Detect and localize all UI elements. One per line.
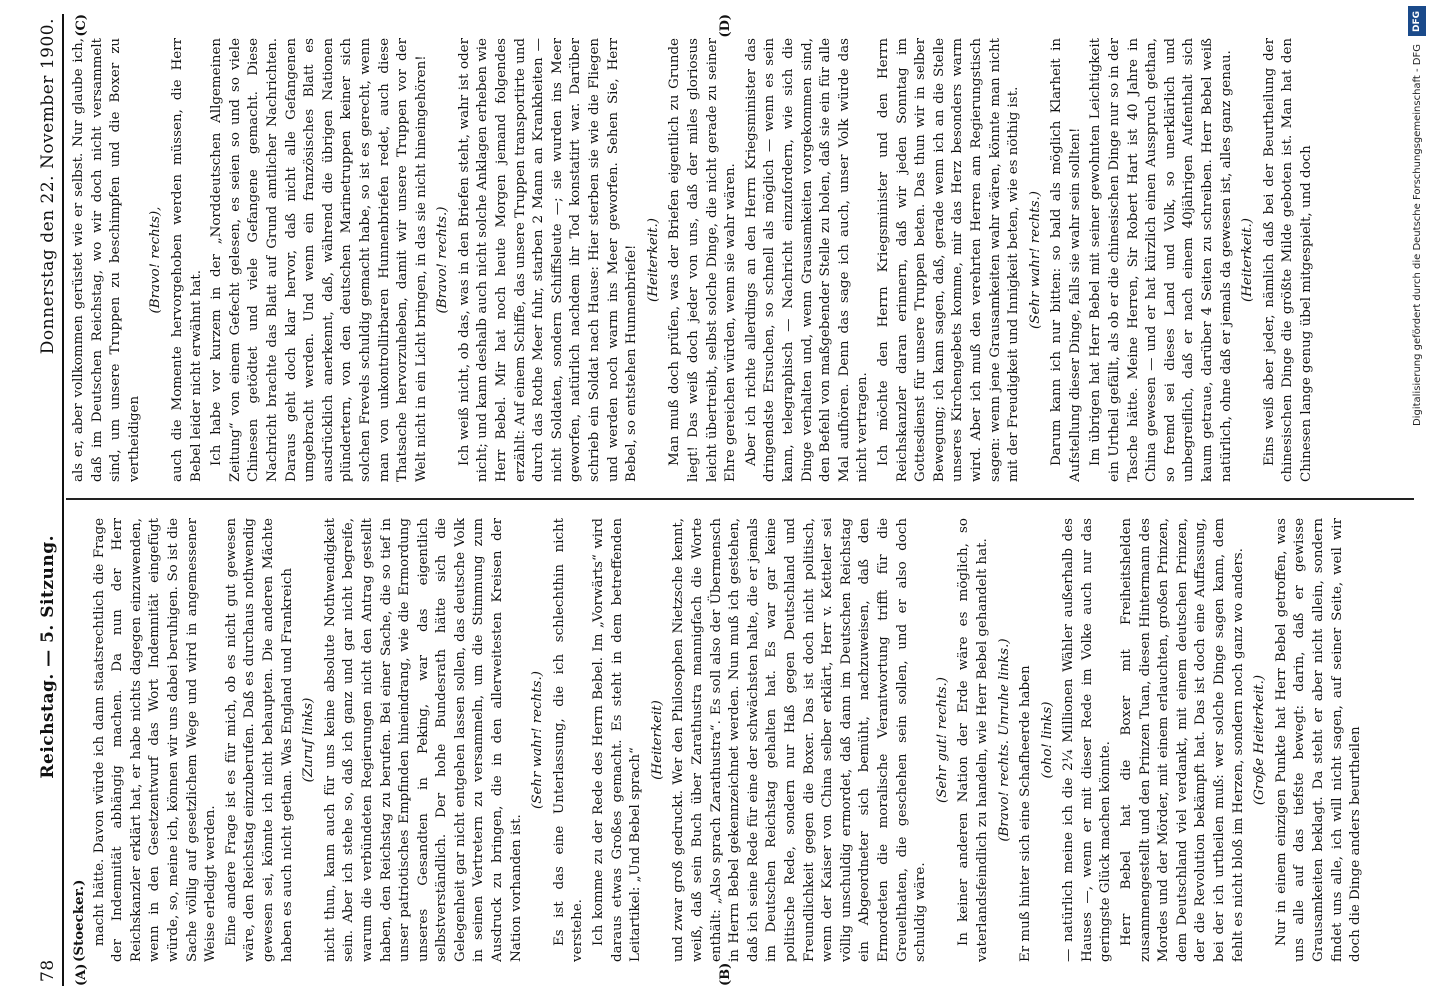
paragraph: Darum kann ich nur bitten: so bald als möglich Klarheit in Aufstellung dieser Dinge, falls sie wahr sein sollten! — [1049, 38, 1083, 482]
page-title: Reichstag. — 5. Sitzung. — [38, 534, 58, 779]
interjection: (Große Heiterkeit.) — [1252, 674, 1268, 806]
dfg-logo: DFG — [1408, 6, 1426, 36]
interjection: (Sehr wahr! rechts.) — [1027, 191, 1043, 329]
paragraph: Nur in einem einzigen Punkte hat Herr Bebel getroffen, was uns alle auf das tiefste bewegt: darin, daß er gewisse Grausamkeiten beklagt. Da steht er aber nicht allein, sondern findet uns alle, ich will nicht sagen, auf seiner Seite, weil wir doch die Dinge anders beurtheilen — [1273, 518, 1364, 962]
margin-mark-a: (A) — [74, 963, 89, 986]
page-header — [18, 14, 64, 986]
paragraph: als er, aber vollkommen gerüstet wie er selbst. Nur glaube ich, daß im Deutschen Reichstag, wo wir doch nicht versammelt sind, um unsere Truppen zu beschimpfen und die Boxer zu vertheidigen — [71, 38, 142, 482]
margin-mark-d: (D) — [718, 14, 733, 38]
paragraph: nicht thun, kann auch für uns keine absolute Nothwendigkeit sein. Aber ich stehe so, daß ich ganz und gar nicht begreife, warum die verbündeten Regierungen nicht den Antrag gestellt haben, den Reichstag zu berufen. Bei einer Sache, die so tief in unser patriotisches Empfinden hineindrang, wie die Ermordung unseres Gesandten in Peking, war das eigentlich selbstverständlich. Der hohe Bundesrath hätte sich die Gelegenheit gar nicht entgehen lassen sollen, das deutsche Volk in seinen Vertretern zu versammeln, um die Stimmung zum Ausdruck zu bringen, die in den allerweitesten Kreisen der Nation vorhanden ist. — [322, 518, 524, 962]
paragraph: Im übrigen hat Herr Bebel mit seiner gewohnten Leichtigkeit ein Urtheil gefällt, als ob er die chinesischen Dinge nur so in der Tasche hätte. Meine Herren, Sir Robert Hart ist 40 Jahre in China gewesen — und er hat kürzlich einen Ausspruch gethan, so fremd sei dieses Land und Volk, so unerklärlich und unbegreiflich, daß er nach einem 40jährigen Aufenthalt sich kaum getraue, darüber 4 Seiten zu schreiben. Herr Bebel weiß natürlich, ohne daß er jemals da gewesen ist, alles ganz genau. — [1088, 38, 1234, 482]
paragraph: macht hätte. Davon würde ich dann staatsrechtlich die Frage der Indemnität abhängig machen. Da nun der Herr Reichskanzler erklärt hat, er habe nichts dagegen einzuwenden, wenn in den Gesetzentwurf das Wort Indemnität eingefügt würde, so, meine ich, können wir uns dabei beruhigen. So ist die Sache völlig auf gesetzlichem Wege und wird in angemessener Weise erledigt werden. — [91, 518, 219, 962]
paragraph: Ich habe vor kurzem in der „Norddeutschen Allgemeinen Zeitung“ von einem Gefecht gelesen, es seien so und so viele Chinesen getödtet und viele Gefangene gemacht. Diese Nachricht brachte das Blatt auf Grund amtlicher Nachrichten. Daraus geht doch klar hervor, daß nicht alle Gefangenen umgebracht werden. Und wenn ein französisches Blatt es ausdrücklich anerkennt, daß, während die übrigen Nationen plündertern, von den deutschen Marinetruppen keiner sich solchen Frevels schuldig gemacht habe, so ist es gerecht, wenn man von unkontrollirbaren Hunnenbriefen redet, auch diese Thatsache hervorzuheben, damit wir unsere Truppen vor der Welt nicht in ein Licht bringen, in das sie nicht hineingehören! — [209, 38, 429, 482]
paragraph: Man muß doch prüfen, was der Briefen eigentlich zu Grunde liegt! Das weiß doch jeder von uns, daß der miles gloriosus leicht übertreibt, selbst solche Dinge, die nicht gerade zu seiner Ehre gereichen würden, wenn sie wahr wären. — [667, 38, 739, 482]
paragraph: — natürlich meine ich die 2¼ Millionen Wähler außerhalb des Hauses —, wenn er mit dieser Rede im Volke auch nur das geringste Glück machen könnte. — [1061, 518, 1114, 962]
interjection: (oho! links) — [1039, 701, 1055, 779]
dfg-credit-text: Digitalisierung gefördert durch die Deutsche Forschungsgemeinschaft - DFG — [1411, 44, 1423, 427]
interjection: (Zuruf links) — [301, 697, 317, 783]
paragraph: Ich möchte den Herrn Kriegsminister und den Herrn Reichskanzler daran erinnern, daß wir jeden Sonntag im Gottesdienst für unsere Truppen beten. Das thun wir in selber Bewegung; ich kann sagen, daß, gerade wenn ich an die Stelle unseres Kirchengebets komme, mir das Herz besonders warm wird. Aber ich muß den verehrten Herren am Regierungstisch sagen: wenn jene Grausamkeiten wahr wären, könnte man nicht mit der Freudigkeit und Innigkeit beten, wie es nöthig ist. — [875, 38, 1022, 482]
interjection: (Sehr gut! rechts.) — [934, 677, 950, 804]
interjection: (Bravo! rechts.) — [435, 206, 451, 314]
paragraph: Eins weiß aber jeder, nämlich daß bei der Beurtheilung der chinesischen Dinge die größte Milde geboten ist. Man hat den Chinesen lange genug übel mitgespielt, und doch — [1261, 38, 1314, 482]
interjection: (Heiterkeit.) — [1240, 218, 1256, 302]
column-divider — [66, 498, 1414, 500]
margin-mark-c: (C) — [74, 14, 89, 37]
page-number: 78 — [38, 959, 58, 982]
right-column — [70, 38, 1406, 482]
paragraph: In keiner anderen Nation der Erde wäre es möglich, so vaterlandsfeindlich zu handeln, wie Herr Bebel gehandelt hat. — [956, 518, 990, 962]
interjection: (Heiterkeit.) — [645, 218, 661, 302]
interjection: (Heiterkeit) — [649, 700, 665, 780]
speaker-name: (Stoecker.) — [71, 879, 87, 962]
paragraph: auch die Momente hervorgehoben werden müssen, die Herr Bebel leider nicht erwähnt hat. — [169, 38, 204, 482]
paragraph: Eine andere Frage ist es für mich, ob es nicht gut gewesen wäre, den Reichstag einzuberufen. Daß es durchaus nothwendig gewesen sei, könnte ich nicht behaupten. Die anderen Mächte haben es auch nicht gethan. Was England und Frankreich — [223, 518, 295, 962]
paragraph: Ich komme zu der Rede des Herrn Bebel. Im „Vorwärts“ wird daraus etwas Großes gemacht. Es steht in dem betreffenden Leitartikel: „Und Bebel sprach“ — [591, 518, 644, 962]
interjection: (Bravo! rechts. Unruhe links.) — [996, 638, 1012, 842]
left-column — [70, 518, 1406, 962]
paragraph: Herr Bebel hat die Boxer mit Freiheitshelden zusammengestellt und den Prinzen Tuan, diesen Hintermann des Mordes und der Mörder, mit einem erlauchten, großen Prinzen, dem Deutschland viel verdankt, mit einem deutschen Prinzen, der die Revolution bekämpft hat. Das ist doch eine Auffassung, bei der ich urtheilen muß: wer solche Dinge sagen kann, dem fehlt es nicht bloß im Herzen, sondern noch ganz wo anders. — [1119, 518, 1246, 962]
paragraph: Er muß hinter sich eine Schafheerde haben — [1018, 665, 1034, 962]
paragraph: und zwar groß gedruckt. Wer den Philosophen Nietzsche kennt, weiß, daß sein Buch über Zarathustra mannigfach die Worte enthält: „Also sprach Zarathustra“. Es soll also der Übermensch in Herrn Bebel gekennzeichnet werden. Nun muß ich gestehen, daß ich seine Rede für eine der schwächsten halte, die er jemals im Deutschen Reichstag gehalten hat. Es war gar keine politische Rede, sondern nur Haß gegen Deutschland und Freundlichkeit gegen die Boxer. Das ist doch nicht politisch, wenn der Kaiser von China selber erklärt, Herr v. Ketteler sei völlig unschuldig ermordet, daß dann im Deutschen Reichstag ein Abgeordneter sich bemüht, nachzuweisen, daß den Ermordeten die moralische Verantwortung trifft für die Greuelthaten, die geschehen sein sollen, und er also doch schuldig wäre. — [671, 518, 929, 962]
page-sheet — [18, 14, 1414, 986]
paragraph: Aber ich richte allerdings an den Herrn Kriegsminister das dringendste Ersuchen, so schnell als möglich — wenn es sein kann, telegraphisch — Nachricht einzufordern, wie sich die Dinge verhalten und, wenn Grausamkeiten vorgekommen sind, den Befehl von maßgebender Stelle zu holen, daß sie ein für alle Mal aufhören. Denn das sage ich auch, unser Volk würde das nicht vertragen. — [743, 38, 871, 482]
paragraph: Es ist das eine Unterlassung, die ich schlechthin nicht verstehe. — [551, 518, 586, 962]
interjection: (Bravo! rechts), — [148, 206, 164, 314]
margin-mark-b: (B) — [718, 962, 733, 986]
interjection: (Sehr wahr! rechts.) — [530, 671, 546, 809]
page-date: Donnerstag den 22. November 1900. — [38, 18, 58, 355]
paragraph: Ich weiß nicht, ob das, was in den Briefen steht, wahr ist oder nicht; und kann deshalb auch nicht solche Anklagen erheben wie Herr Bebel. Mir hat noch heute Morgen jemand folgendes erzählt: Auf einem Schiffe, das unsere Truppen transportirte und durch das Rothe Meer fuhr, starben 2 Mann an Krankheiten — nicht Soldaten, sondern Schiffsleute —; sie wurden ins Meer geworfen, natürlich nachdem ihr Tod konstatirt war. Darüber schrieb ein Soldat nach Hause: Hier sterben sie wie die Fliegen und werden noch warm ins Meer geworfen. Sehen Sie, Herr Bebel, so entstehen Hunnenbriefe! — [456, 38, 640, 482]
